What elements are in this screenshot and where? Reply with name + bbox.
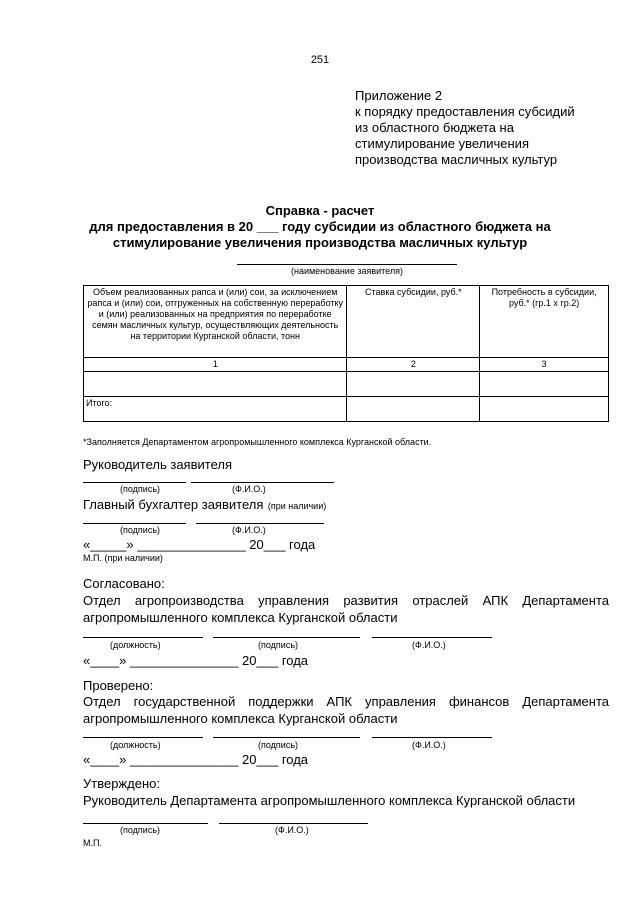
sign-caption: (подпись) <box>120 525 161 535</box>
checked-heading: Проверено: <box>83 678 154 693</box>
table-row <box>84 372 609 397</box>
applicant-name-line <box>237 264 457 265</box>
column-header: Ставка субсидии, руб.* <box>347 286 480 358</box>
checked-department-cont: агропромышленного комплекса Курганской области <box>83 711 398 726</box>
table-cell <box>347 372 480 397</box>
column-number: 3 <box>480 358 609 372</box>
footnote: *Заполняется Департаментом агропромышленного комплекса Курганской области. <box>83 437 432 447</box>
agreed-department: Отдел агропроизводства управления развития отраслей АПК Департамента <box>83 593 609 608</box>
appendix-line: к порядку предоставления субсидий <box>355 104 575 119</box>
appendix-line: из областного бюджета на <box>355 120 514 135</box>
checked-date: «____» _______________ 20___ года <box>83 752 309 767</box>
table-cell <box>347 397 480 422</box>
fio-caption: (Ф.И.О.) <box>412 740 446 750</box>
fio-line <box>372 737 492 738</box>
head-label: Руководитель заявителя <box>83 457 232 472</box>
sign-caption: (подпись) <box>258 640 299 650</box>
accountant-label: Главный бухгалтер заявителя <box>83 497 264 512</box>
column-number: 1 <box>84 358 347 372</box>
table-cell <box>480 397 609 422</box>
total-label: Итого: <box>84 397 347 422</box>
signature-line <box>83 823 208 824</box>
sign-caption: (подпись) <box>258 740 299 750</box>
position-caption: (должность) <box>110 740 161 750</box>
stamp-caption: М.П. <box>83 838 102 848</box>
title-line: стимулирование увеличения производства масличных культур <box>112 235 528 250</box>
checked-department: Отдел государственной поддержки АПК управления финансов Департамента <box>83 694 609 709</box>
column-number-row <box>84 358 609 372</box>
column-header: Потребность в субсидии, руб.* (гр.1 х гр.2) <box>480 286 609 358</box>
calculation-table <box>83 285 609 422</box>
fio-caption: (Ф.И.О.) <box>412 640 446 650</box>
fio-line <box>196 523 324 524</box>
title-line: Справка - расчет <box>265 203 375 218</box>
applicant-caption: (наименование заявителя) <box>290 266 404 276</box>
accountant-note: (при наличии) <box>267 501 327 511</box>
agreed-date: «____» _______________ 20___ года <box>83 653 309 668</box>
accountant-date: «_____» _______________ 20___ года <box>83 537 316 552</box>
fio-line <box>191 482 334 483</box>
accountant-label-block <box>83 496 326 514</box>
sign-caption: (подпись) <box>120 825 161 835</box>
appendix-line: стимулирование увеличения <box>355 136 529 151</box>
position-caption: (должность) <box>110 640 161 650</box>
sign-caption: (подпись) <box>120 484 161 494</box>
appendix-header <box>355 88 575 168</box>
stamp-caption: М.П. (при наличии) <box>83 553 163 563</box>
position-line <box>83 737 203 738</box>
appendix-line: производства масличных культур <box>355 152 558 167</box>
approved-head: Руководитель Департамента агропромышленного комплекса Курганской области <box>83 793 576 808</box>
agreed-department-cont: агропромышленного комплекса Курганской области <box>83 610 398 625</box>
agreed-heading: Согласовано: <box>83 576 165 591</box>
table-cell <box>480 372 609 397</box>
fio-line <box>219 823 368 824</box>
fio-line <box>372 637 492 638</box>
fio-caption: (Ф.И.О.) <box>232 525 266 535</box>
column-header: Объем реализованных рапса и (или) сои, за исключением рапса и (или) сои, отгруженных на собственную переработку и (или) реализованных на предприятия по переработке семян масличных культур, осуществляющих деятельность на территории Курганской области, тонн <box>84 286 347 358</box>
title-line: для предоставления в 20 ___ году субсидии из областного бюджета на <box>89 219 551 234</box>
table-header-row <box>84 286 609 358</box>
fio-caption: (Ф.И.О.) <box>275 825 309 835</box>
fio-caption: (Ф.И.О.) <box>232 484 266 494</box>
column-number: 2 <box>347 358 480 372</box>
approved-heading: Утверждено: <box>83 776 160 791</box>
signature-line <box>83 482 186 483</box>
document-title <box>0 203 640 251</box>
table-total-row <box>84 397 609 422</box>
page-number: 251 <box>310 54 330 66</box>
table-cell <box>84 372 347 397</box>
signature-line <box>83 523 186 524</box>
appendix-line: Приложение 2 <box>355 88 443 103</box>
signature-line <box>213 737 360 738</box>
position-line <box>83 637 203 638</box>
signature-line <box>213 637 360 638</box>
